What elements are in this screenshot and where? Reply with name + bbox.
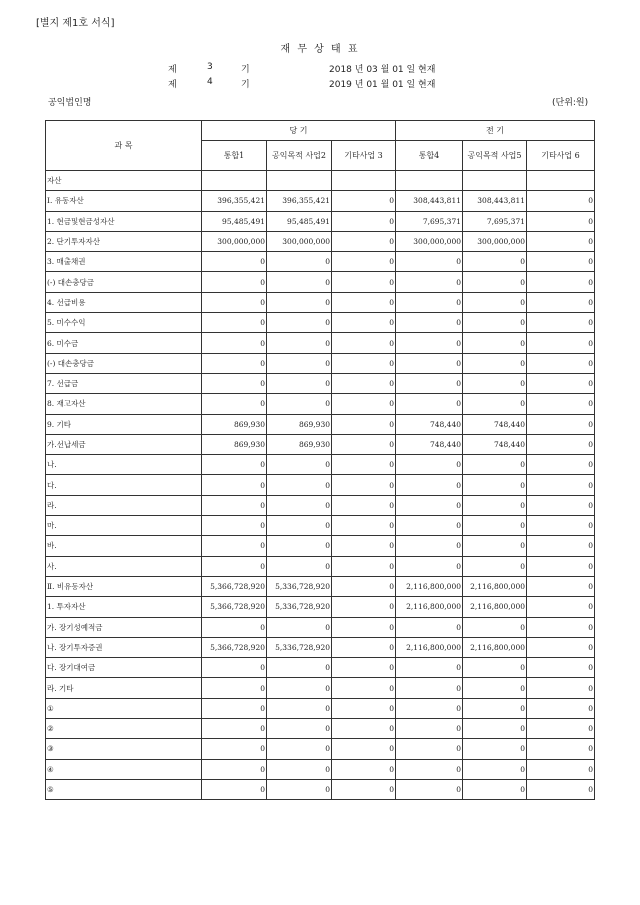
amount-cell: 0 [396, 617, 463, 637]
amount-cell: 0 [396, 292, 463, 312]
amount-cell: 0 [332, 272, 396, 292]
balance-sheet-table [45, 120, 595, 800]
amount-cell: 0 [202, 698, 267, 718]
amount-cell: 0 [202, 516, 267, 536]
amount-cell: 0 [463, 516, 527, 536]
amount-cell: 0 [332, 637, 396, 657]
amount-cell [396, 171, 463, 191]
amount-cell: 300,000,000 [396, 231, 463, 251]
amount-cell: 0 [202, 373, 267, 393]
table-row [46, 414, 595, 434]
amount-cell: 0 [332, 617, 396, 637]
period-prefix: 제 [168, 65, 177, 75]
amount-cell: 0 [267, 759, 332, 779]
account-label: 사. [46, 556, 202, 576]
amount-cell: 0 [332, 414, 396, 434]
table-row [46, 617, 595, 637]
account-label: 8. 재고자산 [46, 394, 202, 414]
amount-cell: 7,695,371 [463, 211, 527, 231]
amount-cell: 0 [527, 475, 595, 495]
amount-cell: 0 [527, 252, 595, 272]
amount-cell: 0 [463, 394, 527, 414]
amount-cell: 748,440 [396, 414, 463, 434]
account-label: ① [46, 698, 202, 718]
amount-cell: 0 [527, 231, 595, 251]
amount-cell: 0 [202, 678, 267, 698]
current-period-header: 당 기 [202, 121, 396, 141]
amount-cell: 0 [202, 779, 267, 799]
amount-cell [267, 171, 332, 191]
amount-cell: 0 [527, 211, 595, 231]
prior-period-header: 전 기 [396, 121, 595, 141]
amount-cell: 0 [332, 658, 396, 678]
amount-cell: 0 [267, 353, 332, 373]
amount-cell: 300,000,000 [463, 231, 527, 251]
amount-cell: 396,355,421 [202, 191, 267, 211]
amount-cell: 5,366,728,920 [202, 637, 267, 657]
amount-cell: 0 [332, 495, 396, 515]
account-label: 1. 현금및현금성자산 [46, 211, 202, 231]
corporation-name: 공익법인명 [48, 98, 92, 108]
amount-cell: 0 [332, 191, 396, 211]
amount-cell: 0 [202, 252, 267, 272]
table-row [46, 698, 595, 718]
amount-cell: 0 [202, 739, 267, 759]
table-row [46, 272, 595, 292]
amount-cell: 0 [396, 719, 463, 739]
amount-cell: 0 [267, 698, 332, 718]
amount-cell: 869,930 [267, 434, 332, 454]
amount-cell: 0 [527, 779, 595, 799]
amount-cell: 0 [396, 272, 463, 292]
account-label: 나. 장기투자증권 [46, 637, 202, 657]
amount-cell: 0 [527, 353, 595, 373]
amount-cell: 0 [202, 658, 267, 678]
amount-cell: 0 [267, 536, 332, 556]
amount-cell: 0 [396, 658, 463, 678]
amount-cell: 95,485,491 [202, 211, 267, 231]
amount-cell: 0 [527, 414, 595, 434]
amount-cell: 0 [267, 252, 332, 272]
amount-cell: 2,116,800,000 [463, 576, 527, 596]
table-row [46, 759, 595, 779]
column-header: 기타사업 6 [527, 141, 595, 171]
amount-cell: 0 [527, 536, 595, 556]
account-label: 라. [46, 495, 202, 515]
table-row [46, 637, 595, 657]
amount-cell: 0 [332, 556, 396, 576]
account-label: (-) 대손충당금 [46, 272, 202, 292]
table-row [46, 191, 595, 211]
amount-cell: 0 [463, 495, 527, 515]
amount-cell: 0 [527, 597, 595, 617]
column-header: 공익목적 사업2 [267, 141, 332, 171]
amount-cell: 0 [396, 353, 463, 373]
amount-cell: 0 [396, 495, 463, 515]
amount-cell: 0 [463, 333, 527, 353]
amount-cell: 0 [527, 637, 595, 657]
amount-cell: 0 [332, 313, 396, 333]
amount-cell: 5,336,728,920 [267, 576, 332, 596]
amount-cell: 0 [267, 333, 332, 353]
column-header: 공익목적 사업5 [463, 141, 527, 171]
amount-cell: 0 [396, 759, 463, 779]
amount-cell: 0 [267, 455, 332, 475]
amount-cell: 0 [463, 698, 527, 718]
amount-cell: 0 [332, 333, 396, 353]
account-label: 마. [46, 516, 202, 536]
period-number: 3 [207, 62, 213, 72]
table-row [46, 292, 595, 312]
amount-cell: 0 [463, 658, 527, 678]
amount-cell: 0 [463, 536, 527, 556]
account-label: 4. 선급비용 [46, 292, 202, 312]
amount-cell: 0 [396, 313, 463, 333]
amount-cell: 0 [332, 475, 396, 495]
amount-cell: 0 [396, 455, 463, 475]
amount-cell: 0 [463, 719, 527, 739]
amount-cell: 0 [463, 252, 527, 272]
amount-cell: 0 [332, 678, 396, 698]
table-row [46, 658, 595, 678]
table-row [46, 739, 595, 759]
table-row [46, 353, 595, 373]
amount-cell: 0 [202, 353, 267, 373]
amount-cell: 0 [202, 455, 267, 475]
table-row [46, 333, 595, 353]
account-label: 라. 기타 [46, 678, 202, 698]
amount-cell: 0 [332, 455, 396, 475]
amount-cell: 869,930 [202, 414, 267, 434]
amount-cell: 0 [202, 333, 267, 353]
amount-cell: 0 [463, 292, 527, 312]
amount-cell: 2,116,800,000 [396, 597, 463, 617]
amount-cell: 0 [267, 719, 332, 739]
period-number: 4 [207, 77, 213, 87]
amount-cell: 0 [396, 779, 463, 799]
amount-cell: 0 [267, 779, 332, 799]
amount-cell: 0 [267, 658, 332, 678]
amount-cell: 308,443,811 [463, 191, 527, 211]
period-prefix: 제 [168, 80, 177, 90]
amount-cell: 0 [202, 313, 267, 333]
amount-cell: 0 [396, 556, 463, 576]
amount-cell: 0 [267, 739, 332, 759]
account-label: 가.선납세금 [46, 434, 202, 454]
table-row [46, 231, 595, 251]
amount-cell: 0 [267, 556, 332, 576]
account-label: 다. 장기대여금 [46, 658, 202, 678]
table-row [46, 171, 595, 191]
account-label: ② [46, 719, 202, 739]
amount-cell: 0 [463, 779, 527, 799]
amount-cell: 0 [396, 698, 463, 718]
amount-cell: 0 [527, 313, 595, 333]
amount-cell: 0 [396, 394, 463, 414]
amount-cell: 5,336,728,920 [267, 637, 332, 657]
amount-cell: 0 [463, 455, 527, 475]
amount-cell: 0 [463, 678, 527, 698]
amount-cell: 0 [332, 394, 396, 414]
amount-cell: 0 [527, 678, 595, 698]
amount-cell: 0 [463, 313, 527, 333]
account-label: 1. 투자자산 [46, 597, 202, 617]
table-row [46, 597, 595, 617]
amount-cell: 0 [527, 576, 595, 596]
amount-cell: 0 [396, 516, 463, 536]
amount-cell: 0 [267, 292, 332, 312]
amount-cell: 0 [202, 394, 267, 414]
amount-cell: 0 [202, 556, 267, 576]
unit-label: (단위:원) [552, 98, 589, 108]
amount-cell: 869,930 [267, 414, 332, 434]
table-row [46, 394, 595, 414]
table-row [46, 516, 595, 536]
amount-cell: 0 [267, 495, 332, 515]
amount-cell: 0 [527, 373, 595, 393]
column-header: 통합1 [202, 141, 267, 171]
table-row [46, 536, 595, 556]
amount-cell: 0 [202, 272, 267, 292]
amount-cell: 5,366,728,920 [202, 576, 267, 596]
amount-cell: 0 [527, 739, 595, 759]
amount-cell: 0 [463, 759, 527, 779]
amount-cell: 0 [332, 516, 396, 536]
amount-cell: 0 [332, 373, 396, 393]
document-title: 재 무 상 태 표 [280, 44, 360, 55]
amount-cell: 0 [267, 678, 332, 698]
account-label: 6. 미수금 [46, 333, 202, 353]
account-label: 3. 매출채권 [46, 252, 202, 272]
table-row [46, 434, 595, 454]
amount-cell: 0 [396, 739, 463, 759]
amount-cell: 0 [332, 779, 396, 799]
amount-cell: 0 [463, 739, 527, 759]
amount-cell: 0 [527, 495, 595, 515]
table-row [46, 495, 595, 515]
period-date: 2019 년 01 월 01 일 현재 [329, 80, 436, 90]
table-row [46, 779, 595, 799]
amount-cell: 0 [463, 475, 527, 495]
table-row [46, 576, 595, 596]
amount-cell: 0 [202, 495, 267, 515]
amount-cell: 0 [463, 617, 527, 637]
column-header: 기타사업 3 [332, 141, 396, 171]
form-label: [별지 제1호 서식] [36, 18, 115, 29]
amount-cell: 0 [267, 272, 332, 292]
amount-cell: 0 [527, 191, 595, 211]
amount-cell: 0 [202, 759, 267, 779]
amount-cell: 748,440 [463, 414, 527, 434]
account-label: Ⅱ. 비유동자산 [46, 576, 202, 596]
amount-cell: 0 [332, 231, 396, 251]
account-label: ⑤ [46, 779, 202, 799]
amount-cell [463, 171, 527, 191]
amount-cell: 0 [396, 373, 463, 393]
amount-cell: 0 [332, 759, 396, 779]
amount-cell: 0 [267, 475, 332, 495]
amount-cell: 396,355,421 [267, 191, 332, 211]
table-row [46, 211, 595, 231]
amount-cell: 308,443,811 [396, 191, 463, 211]
amount-cell [527, 171, 595, 191]
amount-cell: 95,485,491 [267, 211, 332, 231]
amount-cell: 748,440 [396, 434, 463, 454]
amount-cell: 0 [527, 617, 595, 637]
amount-cell: 5,366,728,920 [202, 597, 267, 617]
account-label: 자산 [46, 171, 202, 191]
amount-cell: 0 [396, 333, 463, 353]
amount-cell: 0 [527, 759, 595, 779]
amount-cell: 0 [463, 353, 527, 373]
table-body [46, 171, 595, 800]
account-label: 5. 미수수익 [46, 313, 202, 333]
account-label: 2. 단기투자자산 [46, 231, 202, 251]
account-label: ③ [46, 739, 202, 759]
account-header: 과 목 [46, 121, 202, 171]
amount-cell: 0 [267, 516, 332, 536]
amount-cell: 0 [527, 516, 595, 536]
amount-cell: 7,695,371 [396, 211, 463, 231]
account-label: 나. [46, 455, 202, 475]
amount-cell: 0 [202, 719, 267, 739]
amount-cell: 2,116,800,000 [396, 637, 463, 657]
table-row [46, 252, 595, 272]
amount-cell: 0 [332, 434, 396, 454]
amount-cell: 0 [463, 556, 527, 576]
amount-cell: 0 [527, 455, 595, 475]
table-row [46, 719, 595, 739]
amount-cell: 0 [527, 658, 595, 678]
table-row [46, 373, 595, 393]
account-label: Ⅰ. 유동자산 [46, 191, 202, 211]
amount-cell [202, 171, 267, 191]
amount-cell: 0 [332, 536, 396, 556]
period-suffix: 기 [241, 80, 250, 90]
amount-cell: 0 [267, 313, 332, 333]
amount-cell: 0 [527, 272, 595, 292]
amount-cell: 0 [332, 252, 396, 272]
amount-cell: 0 [527, 719, 595, 739]
account-label: ④ [46, 759, 202, 779]
amount-cell: 0 [463, 272, 527, 292]
amount-cell: 0 [527, 698, 595, 718]
table-row [46, 455, 595, 475]
amount-cell: 0 [202, 475, 267, 495]
amount-cell: 300,000,000 [267, 231, 332, 251]
amount-cell: 0 [332, 576, 396, 596]
amount-cell: 0 [267, 617, 332, 637]
amount-cell: 0 [396, 475, 463, 495]
account-label: 다. [46, 475, 202, 495]
amount-cell: 2,116,800,000 [463, 597, 527, 617]
amount-cell: 0 [396, 536, 463, 556]
amount-cell: 0 [396, 678, 463, 698]
amount-cell: 0 [202, 617, 267, 637]
account-label: 9. 기타 [46, 414, 202, 434]
amount-cell: 2,116,800,000 [463, 637, 527, 657]
amount-cell: 0 [202, 292, 267, 312]
amount-cell: 0 [332, 353, 396, 373]
table-row [46, 313, 595, 333]
amount-cell: 0 [332, 211, 396, 231]
amount-cell: 0 [332, 597, 396, 617]
column-header: 통합4 [396, 141, 463, 171]
amount-cell: 2,116,800,000 [396, 576, 463, 596]
amount-cell: 0 [267, 373, 332, 393]
period-date: 2018 년 03 월 01 일 현재 [329, 65, 436, 75]
account-label: 바. [46, 536, 202, 556]
amount-cell: 748,440 [463, 434, 527, 454]
amount-cell: 0 [396, 252, 463, 272]
amount-cell: 300,000,000 [202, 231, 267, 251]
table-row [46, 556, 595, 576]
amount-cell: 869,930 [202, 434, 267, 454]
amount-cell [332, 171, 396, 191]
table-row [46, 475, 595, 495]
table-row [46, 678, 595, 698]
amount-cell: 0 [527, 556, 595, 576]
amount-cell: 0 [527, 394, 595, 414]
amount-cell: 0 [332, 292, 396, 312]
amount-cell: 0 [527, 434, 595, 454]
amount-cell: 0 [332, 739, 396, 759]
account-label: 가. 장기성예적금 [46, 617, 202, 637]
amount-cell: 0 [202, 536, 267, 556]
amount-cell: 0 [332, 719, 396, 739]
account-label: (-) 대손충당금 [46, 353, 202, 373]
account-label: 7. 선급금 [46, 373, 202, 393]
amount-cell: 0 [463, 373, 527, 393]
amount-cell: 0 [527, 333, 595, 353]
period-suffix: 기 [241, 65, 250, 75]
amount-cell: 0 [332, 698, 396, 718]
amount-cell: 0 [527, 292, 595, 312]
amount-cell: 0 [267, 394, 332, 414]
amount-cell: 5,336,728,920 [267, 597, 332, 617]
